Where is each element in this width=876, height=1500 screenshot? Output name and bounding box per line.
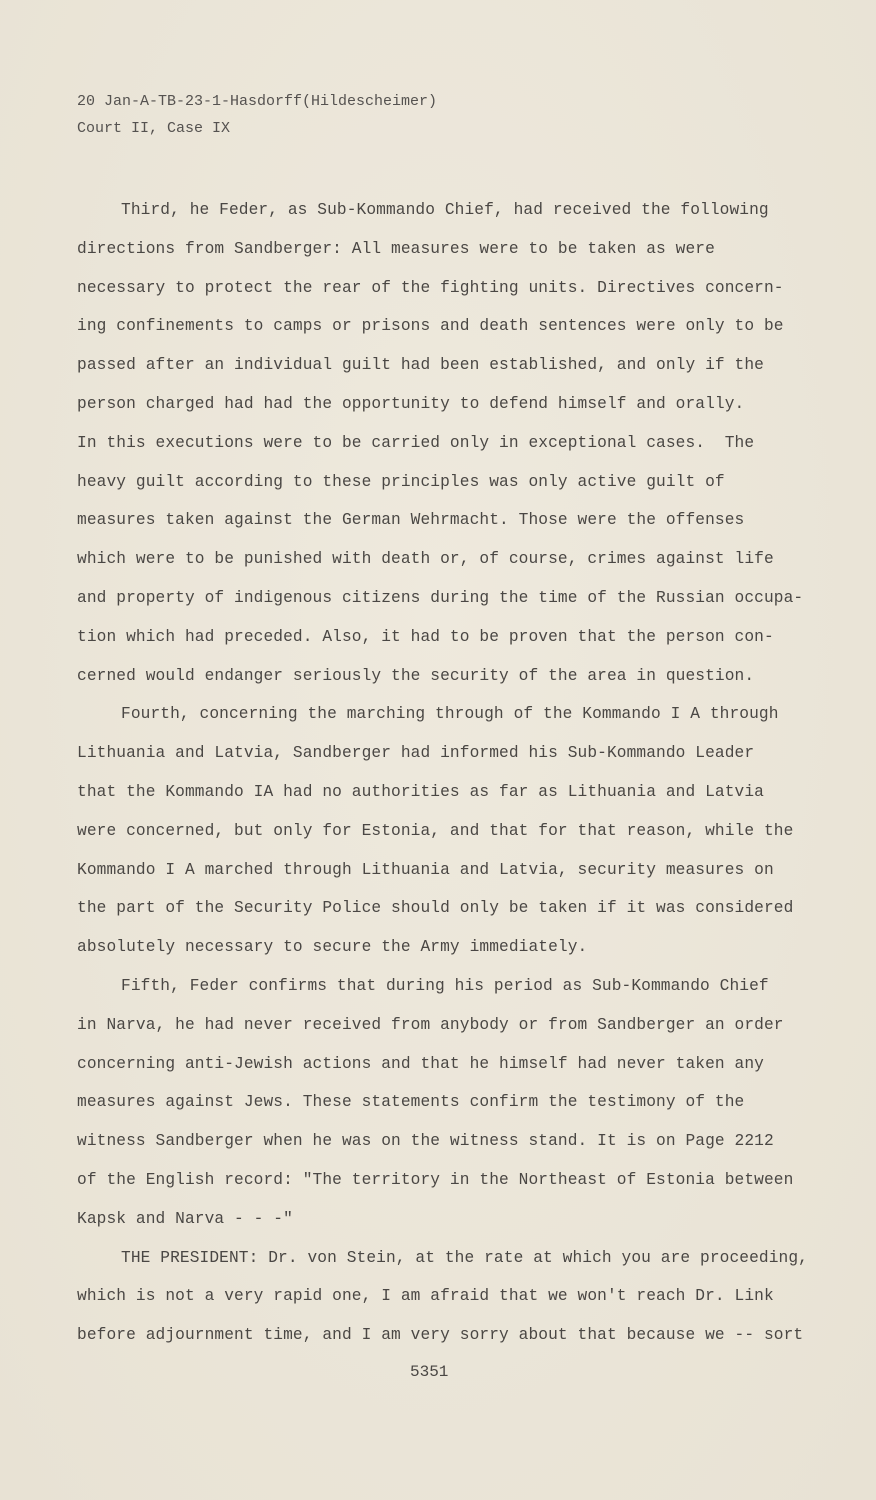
text-line: Kapsk and Narva - - -" — [77, 1209, 293, 1228]
text-line: person charged had had the opportunity to defend himself and orally. — [77, 394, 745, 413]
text-line: measures against Jews. These statements confirm the testimony of the — [77, 1093, 745, 1112]
header-court-case: Court II, Case IX — [77, 120, 231, 137]
document-header — [77, 88, 437, 142]
text-line: Kommando I A marched through Lithuania and Latvia, security measures on — [77, 860, 774, 879]
text-line: concerning anti-Jewish actions and that he himself had never taken any — [77, 1054, 764, 1073]
text-line: tion which had preceded. Also, it had to be proven that the person con- — [77, 627, 774, 646]
text-line: were concerned, but only for Estonia, and that for that reason, while the — [77, 821, 794, 840]
text-line: ing confinements to camps or prisons and death sentences were only to be — [77, 317, 784, 336]
text-line: before adjournment time, and I am very sorry about that because we -- sort — [77, 1326, 804, 1345]
text-line: cerned would endanger seriously the security of the area in question. — [77, 666, 755, 685]
text-line: Fourth, concerning the marching through of the Kommando I A through — [121, 705, 779, 724]
text-line: necessary to protect the rear of the fighting units. Directives concern- — [77, 278, 784, 297]
text-line: Fifth, Feder confirms that during his period as Sub-Kommando Chief — [121, 976, 769, 995]
text-line: of the English record: "The territory in the Northeast of Estonia between — [77, 1170, 794, 1189]
text-line: the part of the Security Police should only be taken if it was considered — [77, 899, 794, 918]
text-line: In this executions were to be carried only in exceptional cases. The — [77, 433, 755, 452]
text-line: measures taken against the German Wehrmacht. Those were the offenses — [77, 511, 745, 530]
text-line: THE PRESIDENT: Dr. von Stein, at the rate at which you are proceeding, — [121, 1248, 808, 1267]
text-line: Third, he Feder, as Sub-Kommando Chief, had received the following — [121, 201, 769, 219]
text-line: which were to be punished with death or, of course, crimes against life — [77, 550, 774, 569]
text-line: witness Sandberger when he was on the witness stand. It is on Page 2212 — [77, 1132, 774, 1151]
text-line: that the Kommando IA had no authorities as far as Lithuania and Latvia — [77, 782, 764, 801]
header-reference: 20 Jan-A-TB-23-1-Hasdorff(Hildescheimer) — [77, 93, 438, 110]
text-line: passed after an individual guilt had been established, and only if the — [77, 356, 764, 375]
text-line: heavy guilt according to these principles was only active guilt of — [77, 472, 725, 491]
text-line: and property of indigenous citizens during the time of the Russian occupa- — [77, 588, 804, 607]
document-body — [77, 191, 837, 1355]
text-line: absolutely necessary to secure the Army immediately. — [77, 938, 588, 957]
text-line: in Narva, he had never received from anybody or from Sandberger an order — [77, 1015, 784, 1034]
text-line: directions from Sandberger: All measures were to be taken as were — [77, 239, 715, 258]
text-line: Lithuania and Latvia, Sandberger had informed his Sub-Kommando Leader — [77, 744, 755, 763]
page-number: 5351 — [410, 1363, 449, 1381]
text-line: which is not a very rapid one, I am afraid that we won't reach Dr. Link — [77, 1287, 774, 1306]
